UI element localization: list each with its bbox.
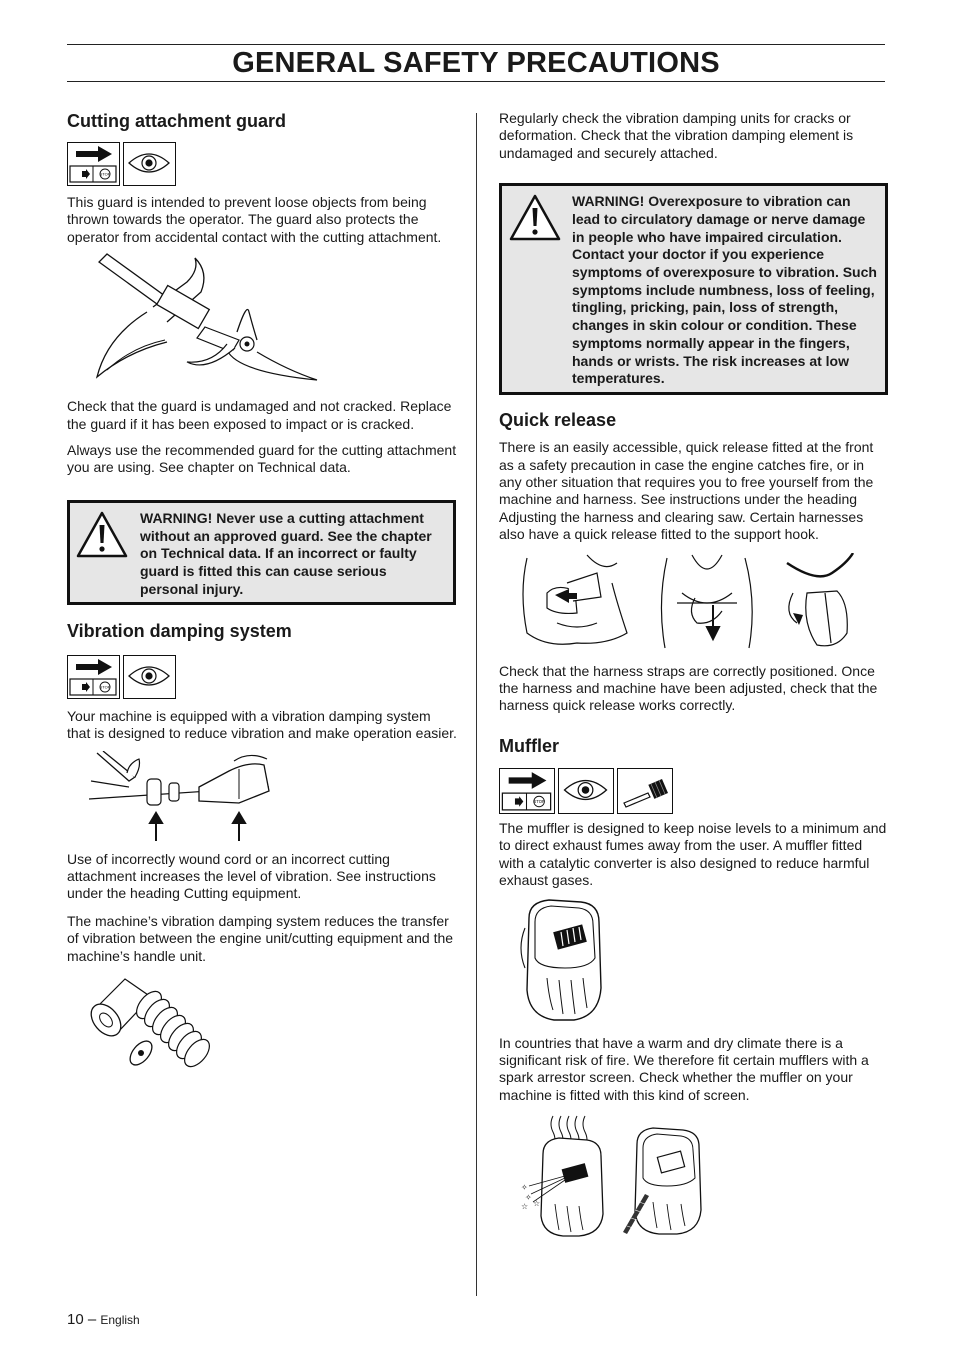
cutting-guard-check: Check that the guard is undamaged and not cracked. Replace the guard if it has been exposed to impact or is cracked. (67, 398, 452, 432)
svg-text:STOP: STOP (533, 799, 545, 805)
vibration-warning-text: WARNING! Overexposure to vibration can lead to circulatory damage or nerve damage in people who have impaired circulation. Contact your doctor if you experience symptoms of overexposure to vibration. Such symptoms include numbness, loss of feeling, tingling, pricking, pain, loss of strength, changes in skin colour or condition. These symptoms normally appear in the fingers, hands or wrists. The risk increases at low temperatures. (572, 193, 877, 387)
vibration-transfer-text: The machine’s vibration damping system reduces the transfer of vibration between the engine unit/cutting equipment and the machine’s handle unit. (67, 912, 454, 964)
quick-release-heading: Quick release (499, 410, 617, 431)
quick-release-intro: There is an easily accessible, quick release fitted at the front as a safety precaution in case the engine catches fire, or in any other situation that requires you to free yourself from the machine and harness. See instructions under the heading Adjusting the harness and clearing saw. Certain harnesses also have a quick release fitted to the support hook. (499, 439, 874, 543)
cutting-guard-warning (67, 500, 456, 605)
cutting-guard-icons (67, 142, 457, 186)
damper-element-illustration (89, 975, 219, 1075)
cutting-guard-warning-text: WARNING! Never use a cutting attachment without an approved guard. See the chapter on Technical data. If an incorrect or faulty guard is fitted this can cause serious personal injury. (140, 509, 432, 597)
cutting-guard-recommend: Always use the recommended guard for the cutting attachment you are using. See chapter on Technical data. (67, 442, 457, 476)
harness-check-text: Check that the harness straps are correctly positioned. Once the harness and machine have been adjusted, check that the harness quick release works correctly. (499, 662, 878, 714)
footer-language: English (100, 1313, 140, 1327)
right-column (499, 110, 888, 1239)
svg-text:STOP: STOP (99, 171, 111, 177)
warning-triangle-icon (508, 193, 562, 243)
svg-text:✧: ✧ (521, 1183, 528, 1193)
guard-illustration (87, 252, 327, 392)
eye-icon (558, 768, 614, 814)
brush-icon (617, 768, 673, 814)
cutting-guard-heading: Cutting attachment guard (67, 111, 286, 131)
svg-text:✧: ✧ (525, 1193, 532, 1203)
arrow-stop-icon (67, 142, 120, 186)
eye-icon (123, 142, 176, 186)
harness-quick-release-illustration (517, 553, 857, 653)
muffler-spark-text: In countries that have a warm and dry climate there is a significant risk of fire. We therefore fit certain mufflers with a spark arrestor screen. Check whether the muffler on your machine is fitted with this kind of screen. (499, 1034, 869, 1103)
muffler-heading: Muffler (499, 735, 559, 756)
svg-text:☆: ☆ (533, 1199, 541, 1209)
vibration-icons (67, 655, 457, 699)
vibration-intro: Your machine is equipped with a vibration damping system that is designed to reduce vibration and make operation easier. (67, 707, 457, 742)
vibration-check-text: Regularly check the vibration damping units for cracks or deformation. Check that the vibration damping element is undamaged and securely attached. (499, 110, 854, 161)
svg-text:STOP: STOP (99, 684, 111, 690)
spark-arrestor-illustration (519, 1114, 729, 1239)
vibration-cord-text: Use of incorrectly wound cord or an incorrect cutting attachment increases the level of vibration. See instructions under the heading Cutting equipment. (67, 850, 436, 902)
column-divider (476, 113, 477, 1296)
muffler-icons (499, 768, 888, 814)
left-column (67, 110, 457, 1075)
page-footer (67, 1311, 140, 1328)
svg-text:☆: ☆ (521, 1202, 529, 1212)
page-title: GENERAL SAFETY PRECAUTIONS (232, 47, 720, 79)
page-number: 10 (67, 1311, 84, 1328)
header-rule-bottom (67, 81, 885, 82)
vibration-warning (499, 183, 888, 395)
warning-triangle-icon (76, 510, 128, 560)
footer-dash: – (87, 1311, 97, 1328)
vibration-heading: Vibration damping system (67, 620, 292, 641)
arrow-stop-icon (67, 655, 120, 699)
cutting-guard-intro: This guard is intended to prevent loose objects from being thrown towards the operator. The guard also protects the operator from accidental contact with the cutting attachment. (67, 194, 442, 245)
arrow-stop-icon (499, 768, 555, 814)
muffler-illustration (519, 898, 609, 1023)
muffler-intro: The muffler is designed to keep noise levels to a minimum and to direct exhaust fumes away from the user. A muffler fitted with a catalytic converter is also designed to reduce harmful exhaust gases. (499, 819, 887, 889)
vibration-damper-illustration (89, 751, 279, 841)
eye-icon (123, 655, 176, 699)
